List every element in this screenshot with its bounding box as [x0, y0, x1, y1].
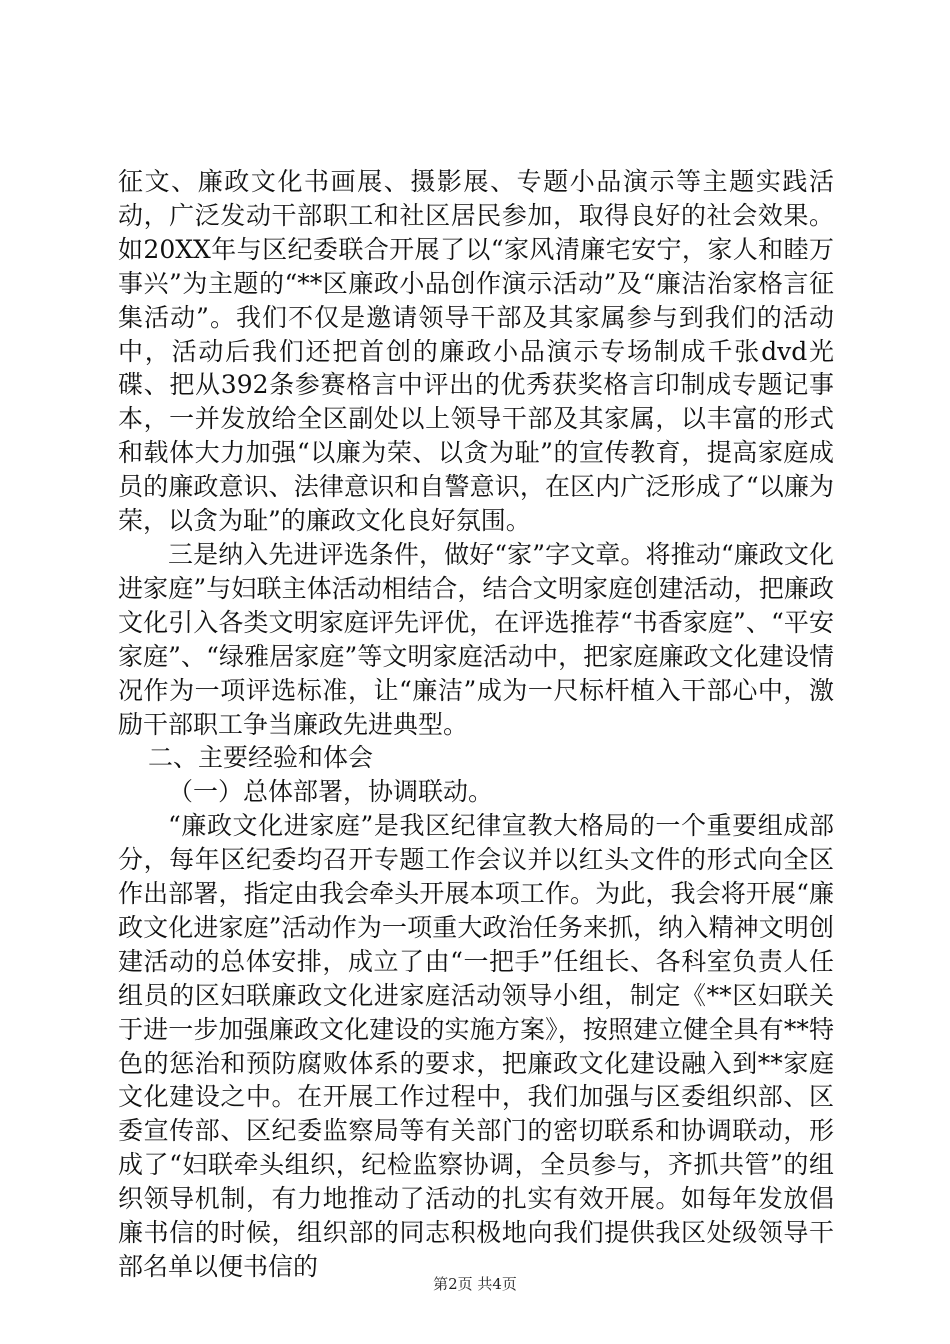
paragraph-overall-deployment: “廉政文化进家庭”是我区纪律宣教大格局的一个重要组成部分，每年区纪委均召开专题工作会议并以红头文件的形式向全区作出部署，指定由我会牵头开展本项工作。为此，我会将开展“廉政文化进家庭”活动作为一项重大政治任务来抓，纳入精神文明创建活动的总体安排，成立了由“一把手”任组长、各科室负责人任组员的区妇联廉政文化进家庭活动领导小组，制定《**区妇联关于进一步加强廉政文化建设的实施方案》，按照建立健全具有**特色的惩治和预防腐败体系的要求，把廉政文化建设融入到**家庭文化建设之中。在开展工作过程中，我们加强与区委组织部、区委宣传部、区纪委监察局等有关部门的密切联系和协调联动，形成了“妇联牵头组织，纪检监察协调，全员参与，齐抓共管”的组织领导机制，有力地推动了活动的扎实有效开展。如每年发放倡廉书信的时候，组织部的同志积极地向我们提供我区处级领导干部名单以便书信的 — [118, 811, 834, 1281]
page-footer: 第2页 共4页 — [433, 1275, 517, 1293]
section-heading: 二、主要经验和体会 — [148, 743, 374, 773]
subsection-heading: （一）总体部署，协调联动。 — [168, 777, 494, 807]
paragraph-point-three: 三是纳入先进评选条件，做好“家”字文章。将推动“廉政文化进家庭”与妇联主体活动相结合，结合文明家庭创建活动，把廉政文化引入各类文明家庭评先评优，在评选推荐“书香家庭”、“平安家庭”、“绿雅居家庭”等文明家庭活动中，把家庭廉政文化建设情况作为一项评选标准，让“廉洁”成为一尺标杆植入干部心中，激励干部职工争当廉政先进典型。 — [118, 539, 834, 739]
document-body — [118, 165, 834, 1284]
paragraph-continuation: 征文、廉政文化书画展、摄影展、专题小品演示等主题实践活动，广泛发动干部职工和社区居民参加，取得良好的社会效果。如20XX年与区纪委联合开展了以“家风清廉宅安宁，家人和睦万事兴”为主题的“**区廉政小品创作演示活动”及“廉洁治家格言征集活动”。我们不仅是邀请领导干部及其家属参与到我们的活动中，活动后我们还把首创的廉政小品演示专场制成千张dvd光碟、把从392条参赛格言中评出的优秀获奖格言印制成专题记事本，一并发放给全区副处以上领导干部及其家属，以丰富的形式和载体大力加强“以廉为荣、以贪为耻”的宣传教育，提高家庭成员的廉政意识、法律意识和自警意识，在区内广泛形成了“以廉为荣，以贪为耻”的廉政文化良好氛围。 — [118, 167, 834, 536]
